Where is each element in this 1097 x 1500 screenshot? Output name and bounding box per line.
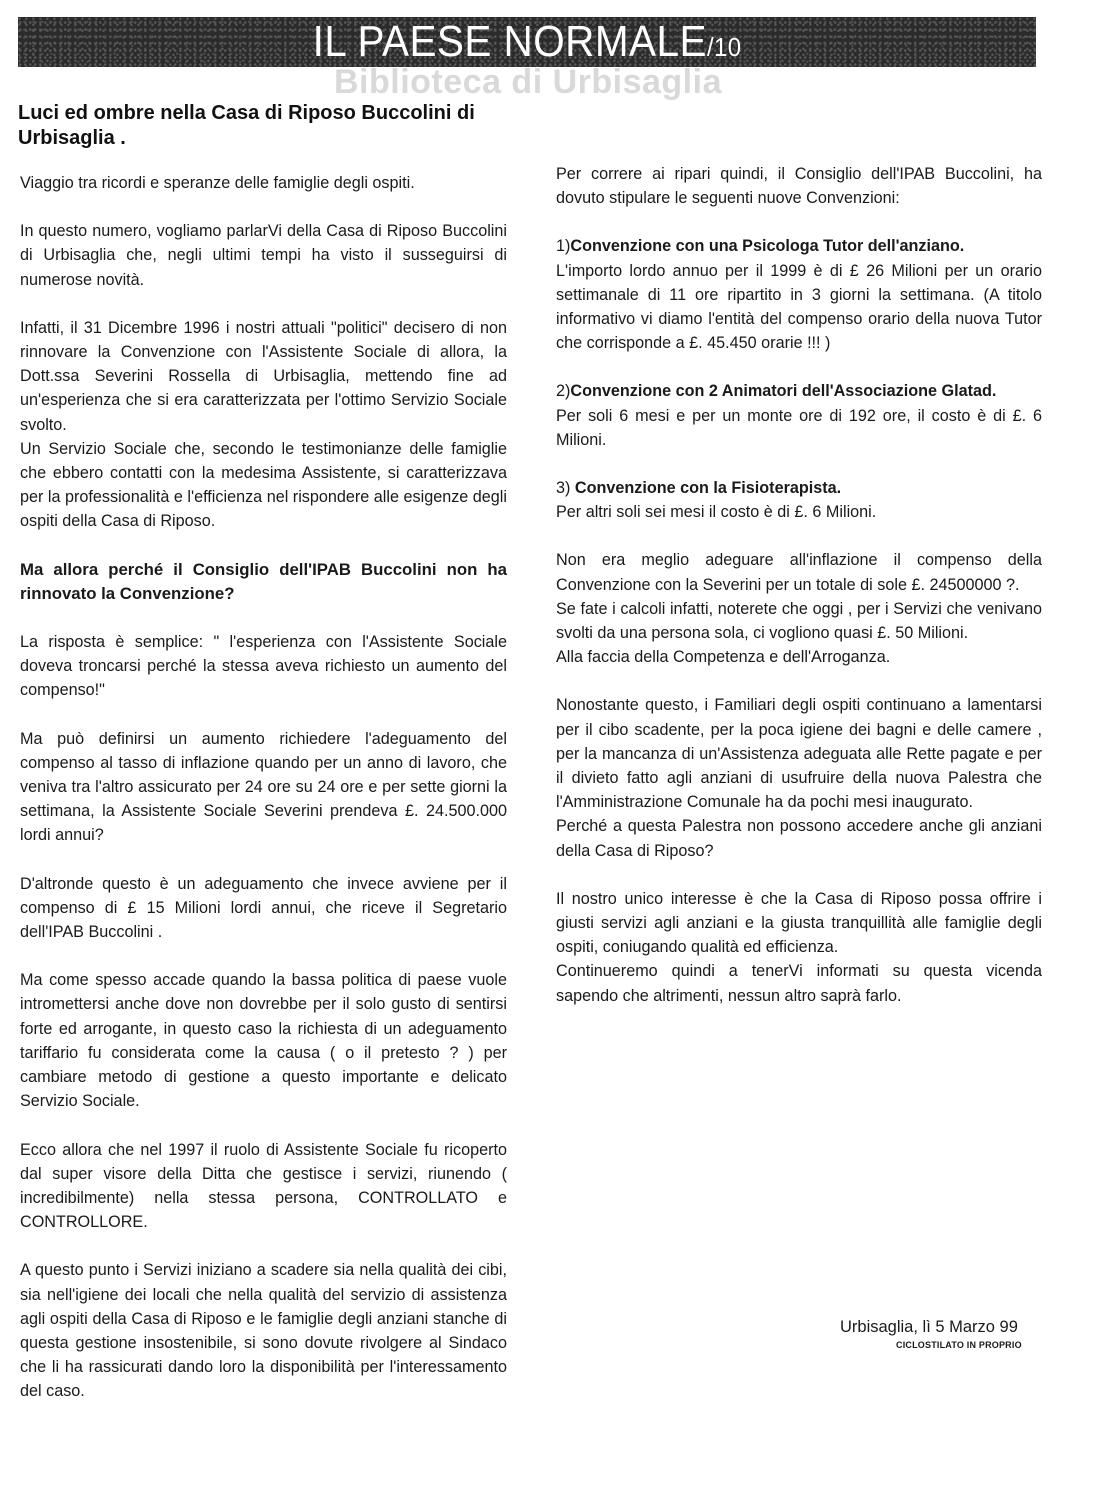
body-paragraph: Continueremo quindi a tenerVi informati su questa vicenda sapendo che altrimenti, nessun altro saprà farlo. bbox=[556, 962, 1042, 1005]
question-heading: Ma allora perché il Consiglio dell'IPAB Buccolini non ha rinnovato la Convenzione? bbox=[20, 559, 507, 603]
convention-2-number: 2) bbox=[556, 382, 571, 401]
article-headline: Luci ed ombre nella Casa di Riposo Buccolini di Urbisaglia . bbox=[18, 102, 475, 149]
body-paragraph: La risposta è semplice: " l'esperienza con l'Assistente Sociale doveva troncarsi perché la stessa aveva richiesto un aumento del compenso!" bbox=[20, 633, 507, 700]
body-paragraph: Il nostro unico interesse è che la Casa di Riposo possa offrire i giusti servizi agli anziani e la giusta tranquillità alle famiglie degli ospiti, coniugando qualità ed efficienza. bbox=[556, 889, 1042, 957]
body-paragraph: D'altronde questo è un adeguamento che invece avviene per il compenso di £ 15 Milioni lordi annui, che riceve il Segretario dell'IPAB Buccolini . bbox=[20, 874, 507, 942]
printer-note: CICLOSTILATO IN PROPRIO bbox=[896, 1340, 1022, 1350]
body-paragraph: In questo numero, vogliamo parlarVi della Casa di Riposo Buccolini di Urbisaglia che, negli ultimi tempi ha visto il susseguirsi di numerose novità. bbox=[20, 222, 507, 289]
convention-1-text: L'importo lordo annuo per il 1999 è di £ 26 Milioni per un orario settimanale di 11 ore ripartito in 3 giorni la settimana. (A titolo informativo vi diamo l'entità del compenso orario della nuova Tutor che corrisponde a £. 45.450 orarie !!! ) bbox=[556, 261, 1042, 353]
masthead-name: IL PAESE NORMALE bbox=[312, 17, 707, 66]
body-paragraph: Perché a questa Palestra non possono accedere anche gli anziani della Casa di Riposo? bbox=[556, 817, 1042, 860]
convention-1-title: Convenzione con una Psicologa Tutor dell'anziano. bbox=[570, 237, 965, 256]
library-watermark: Biblioteca di Urbisaglia bbox=[334, 63, 722, 101]
body-paragraph: A questo punto i Servizi iniziano a scadere sia nella qualità dei cibi, sia nell'igiene dei locali che nella qualità del servizio di assistenza agli ospiti della Casa di Riposo e le famiglie degli anziani stanche di questa gestione insostenibile, si sono dovute rivolgere al Sindaco che li ha rassicurati dando loro la disponibilità per l'interessamento del caso. bbox=[20, 1261, 507, 1401]
convention-3 bbox=[556, 476, 1042, 524]
body-paragraph: Ma come spesso accade quando la bassa politica di paese vuole intromettersi anche dove non dovrebbe per il solo gusto di sentirsi forte ed arrogante, in questo caso la richiesta di un adeguamento tariffario fu considerata come la causa ( o il pretesto ? ) per cambiare metodo di gestione a questo importante e delicato Servizio Sociale. bbox=[20, 971, 507, 1111]
masthead-issue: /10 bbox=[706, 32, 742, 62]
convention-1-number: 1) bbox=[556, 237, 571, 256]
subtitle-paragraph: Viaggio tra ricordi e speranze delle famiglie degli ospiti. bbox=[20, 174, 415, 192]
convention-1 bbox=[556, 234, 1042, 355]
body-paragraph: Ecco allora che nel 1997 il ruolo di Assistente Sociale fu ricoperto dal super visore della Ditta che gestisce i servizi, riunendo ( incredibilmente) nella stessa persona, CONTROLLATO e CONTROLLORE. bbox=[20, 1140, 507, 1232]
masthead-title bbox=[313, 17, 742, 67]
convention-3-title: Convenzione con la Fisioterapista. bbox=[574, 479, 842, 498]
body-paragraph: Alla faccia della Competenza e dell'Arroganza. bbox=[556, 648, 891, 667]
convention-2 bbox=[556, 379, 1042, 452]
convention-3-number: 3) bbox=[556, 479, 575, 498]
body-paragraph: Nonostante questo, i Familiari degli ospiti continuano a lamentarsi per il cibo scadente, per la poca igiene dei bagni e delle camere , per la mancanza di un'Assistenza adeguata alle Rette pagate e per il divieto fatto agli anziani di usufruire della nuova Palestra che l'Amministrazione Comunale ha da pochi mesi inaugurato. bbox=[556, 696, 1042, 812]
convention-3-text: Per altri soli sei mesi il costo è di £. 6 Milioni. bbox=[556, 503, 877, 522]
body-paragraph: Se fate i calcoli infatti, noterete che oggi , per i Servizi che venivano svolti da una persona sola, ci vogliono quasi £. 50 Milioni. bbox=[556, 599, 1042, 643]
body-paragraph: Non era meglio adeguare all'inflazione il compenso della Convenzione con la Severini per un totale di sole £. 24500000 ?. bbox=[556, 551, 1042, 594]
intro-paragraph: Per correre ai ripari quindi, il Consiglio dell'IPAB Buccolini, ha dovuto stipulare le seguenti nuove Convenzioni: bbox=[556, 165, 1042, 208]
place-date-signoff: Urbisaglia, lì 5 Marzo 99 bbox=[840, 1318, 1018, 1336]
body-paragraph: Infatti, il 31 Dicembre 1996 i nostri attuali "politici" decisero di non rinnovare la Convenzione con l'Assistente Sociale di allora, la Dott.ssa Severini Rossella di Urbisaglia, mettendo fine ad un'esperienza che si era caratterizzata per l'ottimo Servizio Sociale svolto. bbox=[20, 318, 507, 434]
right-column bbox=[556, 162, 1042, 1032]
body-paragraph: Un Servizio Sociale che, secondo le testimonianze delle famiglie che ebbero contatti con la medesima Assistente, si caratterizzava per la professionalità e l'efficienza nel rispondere alle esigenze degli ospiti della Casa di Riposo. bbox=[20, 439, 507, 531]
left-column bbox=[20, 171, 507, 1428]
body-paragraph: Ma può definirsi un aumento richiedere l'adeguamento del compenso al tasso di inflazione quando per un anno di lavoro, che veniva tra l'altro assicurato per 24 ore su 24 ore e per sette giorni la settimana, la Assistente Sociale Severini prendeva £. 24.500.000 lordi annui? bbox=[20, 729, 507, 845]
convention-2-text: Per soli 6 mesi e per un monte ore di 192 ore, il costo è di £. 6 Milioni. bbox=[556, 406, 1042, 449]
masthead bbox=[18, 17, 1036, 67]
convention-2-title: Convenzione con 2 Animatori dell'Associazione Glatad. bbox=[570, 382, 997, 401]
